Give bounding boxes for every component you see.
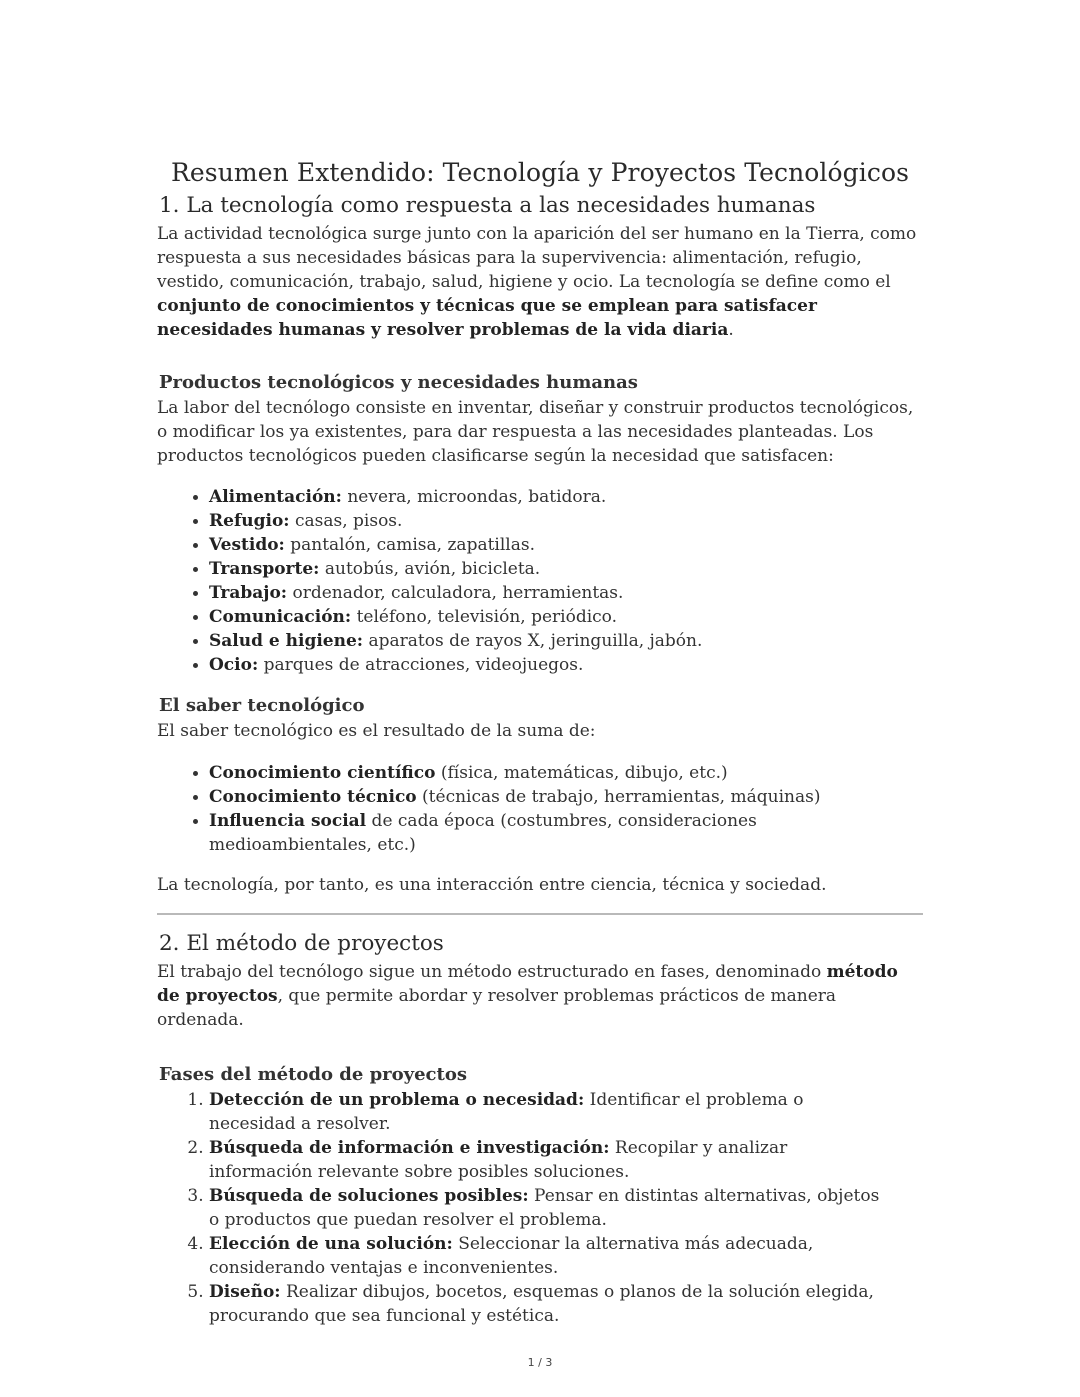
saber-list bbox=[157, 761, 923, 857]
document-title: Resumen Extendido: Tecnología y Proyectos Tecnológicos bbox=[170, 158, 910, 187]
section2-heading: 2. El método de proyectos bbox=[159, 931, 444, 956]
list-item: • Conocimiento científico (física, matemáticas, dibujo, etc.) bbox=[209, 761, 913, 785]
page-indicator: 1 / 3 bbox=[527, 1356, 553, 1369]
products-list bbox=[157, 485, 923, 677]
products-paragraph: La labor del tecnólogo consiste en inventar, diseñar y construir productos tecnológicos, o modificar los ya existentes, para dar respuesta a las necesidades planteadas. Los productos tecnológicos pueden clasificarse según la necesidad que satisfacen: bbox=[157, 398, 914, 466]
phases-list bbox=[157, 1088, 923, 1328]
list-item: • Trabajo: ordenador, calculadora, herramientas. bbox=[209, 581, 923, 605]
document-page bbox=[157, 158, 923, 1328]
saber-heading: El saber tecnológico bbox=[159, 695, 365, 716]
list-item: 4. Elección de una solución: Seleccionar la alternativa más adecuada, considerando ventajas e inconvenientes. bbox=[209, 1232, 893, 1280]
list-item: • Conocimiento técnico (técnicas de trabajo, herramientas, máquinas) bbox=[209, 785, 913, 809]
phases-heading: Fases del método de proyectos bbox=[159, 1064, 467, 1085]
list-item: • Comunicación: teléfono, televisión, periódico. bbox=[209, 605, 923, 629]
list-item: • Salud e higiene: aparatos de rayos X, jeringuilla, jabón. bbox=[209, 629, 923, 653]
section2-intro: El trabajo del tecnólogo sigue un método estructurado en fases, denominado método de proyectos, que permite abordar y resolver problemas prácticos de manera ordenada. bbox=[157, 962, 898, 1030]
list-item: 1. Detección de un problema o necesidad: Identificar el problema o necesidad a resolver. bbox=[209, 1088, 893, 1136]
list-item: • Influencia social de cada época (costumbres, consideraciones medioambientales, etc.) bbox=[209, 809, 913, 857]
list-item: • Transporte: autobús, avión, bicicleta. bbox=[209, 557, 923, 581]
section1-intro: La actividad tecnológica surge junto con la aparición del ser humano en la Tierra, como respuesta a sus necesidades básicas para la supervivencia: alimentación, refugio, vestido, comunicación, trabajo, salud, higiene y ocio. La tecnología se define como el conjunto de conocimientos y técnicas que se emplean para satisfacer necesidades humanas y resolver problemas de la vida diaria. bbox=[157, 224, 917, 340]
section-divider bbox=[157, 913, 923, 915]
list-item: • Alimentación: nevera, microondas, batidora. bbox=[209, 485, 923, 509]
list-item: • Refugio: casas, pisos. bbox=[209, 509, 923, 533]
list-item: 2. Búsqueda de información e investigación: Recopilar y analizar información relevante sobre posibles soluciones. bbox=[209, 1136, 893, 1184]
list-item: 5. Diseño: Realizar dibujos, bocetos, esquemas o planos de la solución elegida, procurando que sea funcional y estética. bbox=[209, 1280, 893, 1328]
section1-heading: 1. La tecnología como respuesta a las necesidades humanas bbox=[159, 193, 816, 218]
list-item: • Vestido: pantalón, camisa, zapatillas. bbox=[209, 533, 923, 557]
saber-paragraph: El saber tecnológico es el resultado de la suma de: bbox=[157, 721, 596, 741]
products-heading: Productos tecnológicos y necesidades humanas bbox=[159, 372, 638, 393]
saber-conclusion: La tecnología, por tanto, es una interacción entre ciencia, técnica y sociedad. bbox=[157, 875, 827, 895]
list-item: 3. Búsqueda de soluciones posibles: Pensar en distintas alternativas, objetos o productos que puedan resolver el problema. bbox=[209, 1184, 893, 1232]
list-item: • Ocio: parques de atracciones, videojuegos. bbox=[209, 653, 923, 677]
